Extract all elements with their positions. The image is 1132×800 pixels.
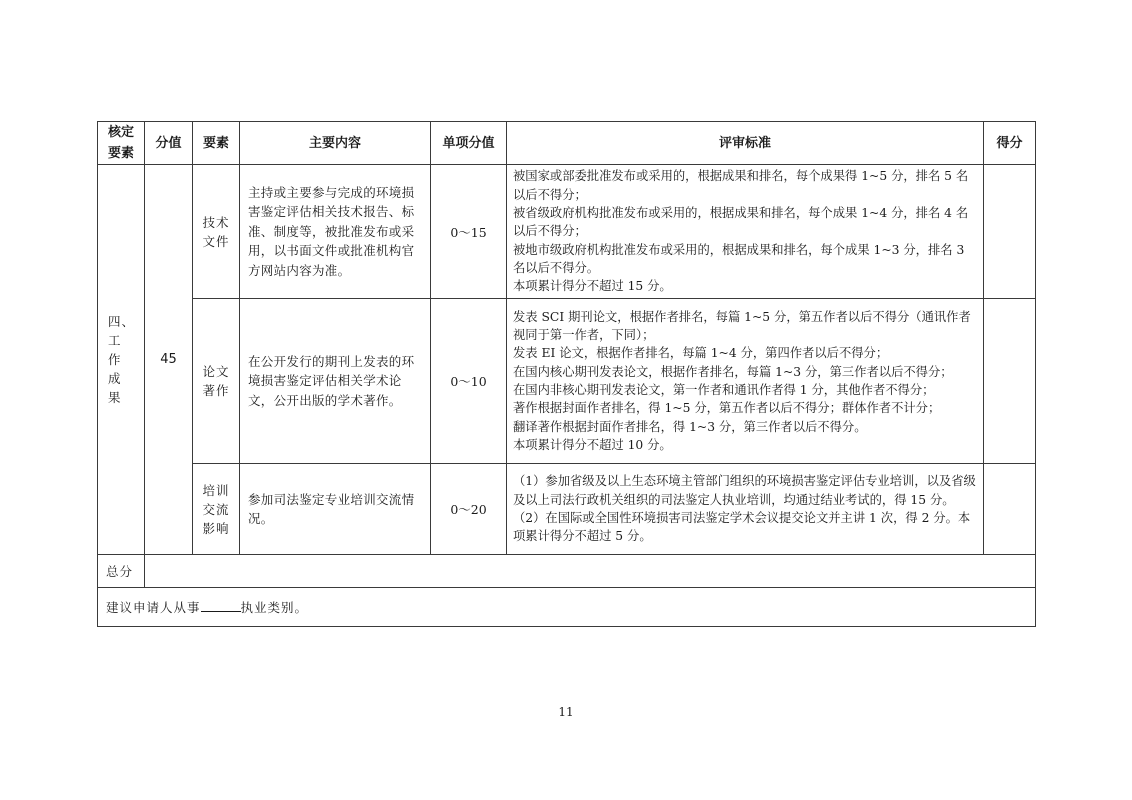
- suggestion-prefix: 建议申请人从事: [106, 600, 201, 615]
- range-cell: 0～15: [431, 165, 507, 299]
- table-row: [98, 165, 1036, 299]
- score-input-cell[interactable]: [984, 464, 1036, 555]
- criteria-line: 被国家或部委批准发布或采用的，根据成果和排名，每个成果得 1~5 分，排名 5 名以后不得分；: [513, 169, 969, 202]
- element-label: 论文著作: [202, 364, 230, 398]
- range-cell: 0～10: [431, 299, 507, 464]
- criteria-line: （2）在国际或全国性环境损害司法鉴定学术会议提交论文并主讲 1 次，得 2 分。本项累计得分不超过 5 分。: [513, 511, 971, 544]
- criteria-line: 在国内核心期刊发表论文，根据作者排名，每篇 1~3 分，第三作者以后不得分；: [513, 364, 953, 379]
- criteria-cell: [507, 299, 984, 464]
- header-row: [98, 122, 1036, 165]
- element-label: 技术文件: [202, 214, 230, 249]
- total-label: 总分: [98, 555, 145, 588]
- evaluation-table: [97, 121, 1036, 627]
- group-category-cell: [98, 165, 145, 555]
- suggestion-suffix: 执业类别。: [240, 600, 309, 615]
- total-row: [98, 555, 1036, 588]
- header-result: 得分: [984, 122, 1036, 165]
- total-value-cell[interactable]: [145, 555, 1036, 588]
- table-row: [98, 299, 1036, 464]
- header-score: 分值: [145, 122, 193, 165]
- header-content: 主要内容: [240, 122, 431, 165]
- suggestion-blank[interactable]: [201, 599, 241, 612]
- score-input-cell[interactable]: [984, 299, 1036, 464]
- criteria-line: 本项累计得分不超过 10 分。: [513, 437, 672, 452]
- content-cell: 在公开发行的期刊上发表的环境损害鉴定评估相关学术论文，公开出版的学术著作。: [240, 299, 431, 464]
- header-item-score: 单项分值: [431, 122, 507, 165]
- criteria-line: 本项累计得分不超过 15 分。: [513, 279, 672, 294]
- content-cell: 参加司法鉴定专业培训交流情况。: [240, 464, 431, 555]
- element-cell: [193, 464, 240, 555]
- criteria-cell: [507, 165, 984, 299]
- criteria-line: 发表 EI 论文，根据作者排名，每篇 1~4 分，第四作者以后不得分；: [513, 346, 889, 361]
- element-cell: [193, 299, 240, 464]
- suggestion-cell: [98, 588, 1036, 627]
- range-cell: 0～20: [431, 464, 507, 555]
- suggestion-row: [98, 588, 1036, 627]
- criteria-line: 被地市级政府机构批准发布或采用的，根据成果和排名，每个成果 1~3 分，排名 3 名以后不得分。: [513, 242, 965, 275]
- criteria-cell: [507, 464, 984, 555]
- group-score: 45: [145, 165, 193, 555]
- element-label: 培训交流影响: [202, 482, 230, 536]
- header-category: 核定要素: [98, 122, 145, 165]
- criteria-line: 翻译著作根据封面作者排名，得 1~3 分，第三作者以后不得分。: [513, 419, 867, 434]
- group-category: 四、工作成果: [108, 314, 136, 405]
- score-input-cell[interactable]: [984, 165, 1036, 299]
- page-number: 11: [558, 705, 574, 719]
- criteria-line: 被省级政府机构批准发布或采用的，根据成果和排名，每个成果 1~4 分，排名 4 名以后不得分；: [513, 206, 969, 239]
- criteria-line: 著作根据封面作者排名，得 1~5 分，第五作者以后不得分；群体作者不计分；: [513, 401, 941, 416]
- criteria-line: 发表 SCI 期刊论文，根据作者排名，每篇 1~5 分，第五作者以后不得分（通讯作者视同于第一作者，下同）；: [513, 309, 971, 343]
- content-cell: 主持或主要参与完成的环境损害鉴定评估相关技术报告、标准、制度等，被批准发布或采用，以书面文件或批准机构官方网站内容为准。: [240, 165, 431, 299]
- element-cell: [193, 165, 240, 299]
- criteria-line: （1）参加省级及以上生态环境主管部门组织的环境损害鉴定评估专业培训，以及省级及以上司法行政机关组织的司法鉴定人执业培训，均通过结业考试的，得 15 分。: [513, 474, 976, 507]
- header-criteria: 评审标准: [507, 122, 984, 165]
- table-row: [98, 464, 1036, 555]
- criteria-line: 在国内非核心期刊发表论文，第一作者和通讯作者得 1 分，其他作者不得分；: [513, 383, 935, 397]
- header-element: 要素: [193, 122, 240, 165]
